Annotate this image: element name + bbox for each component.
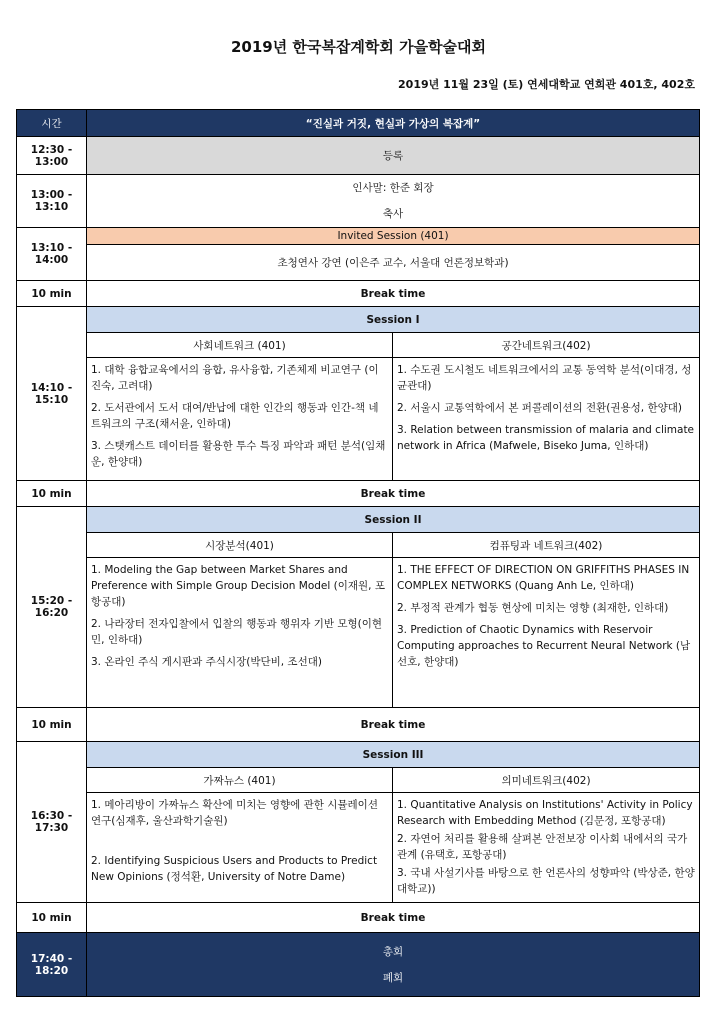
paper-item: 2. 부정적 관계가 협동 현상에 미치는 영향 (최재한, 인하대) bbox=[397, 602, 669, 614]
closing-cell bbox=[87, 933, 700, 997]
time-cell: 16:30 - 17:30 bbox=[17, 742, 87, 903]
invited-label-row bbox=[17, 228, 700, 245]
break-cell: Break time bbox=[87, 903, 700, 933]
paper-item: 3. Relation between transmission of malaria and climate network in Africa (Mafwele, Biseko Juma, 인하대) bbox=[397, 424, 695, 452]
session-name: Session II bbox=[87, 507, 700, 533]
paper-item: 2. 도서관에서 도서 대여/반납에 대한 인간의 행동과 인간-책 네트워크의 구조(채서윤, 인하대) bbox=[91, 402, 379, 430]
paper-item: 2. 서울시 교통역학에서 본 퍼콜레이션의 전환(권용성, 한양대) bbox=[397, 402, 683, 414]
paper-item: 2. Identifying Suspicious Users and Products to Predict New Opinions (정석환, University of Notre Dame) bbox=[91, 855, 378, 883]
session-1-name-row bbox=[17, 307, 700, 333]
paper-item: 1. Modeling the Gap between Market Shares and Preference with Simple Group Decision Model (이재원, 포항공대) bbox=[91, 564, 385, 608]
time-cell: 13:10 - 14:00 bbox=[17, 228, 87, 281]
right-track-papers bbox=[393, 558, 700, 708]
paper-item: 1. 수도권 도시철도 네트워크에서의 교통 동역학 분석(이대경, 성균관대) bbox=[397, 364, 692, 392]
opening-cell bbox=[87, 175, 700, 228]
session-1-track-row bbox=[17, 333, 700, 358]
session-1-papers-row bbox=[17, 358, 700, 481]
schedule-table bbox=[16, 109, 700, 997]
right-track-title: 의미네트워크(402) bbox=[393, 768, 700, 793]
break-row bbox=[17, 481, 700, 507]
event-date-venue: 2019년 11월 23일 (토) 연세대학교 연희관 401호, 402호 bbox=[398, 78, 695, 91]
right-track-papers bbox=[393, 793, 700, 903]
paper-item: 1. 대학 융합교육에서의 융합, 유사융합, 기존체제 비교연구 (이진숙, 고려대) bbox=[91, 364, 379, 392]
session-2-papers-row bbox=[17, 558, 700, 708]
break-row bbox=[17, 708, 700, 742]
right-track-papers bbox=[393, 358, 700, 481]
paper-item: 1. THE EFFECT OF DIRECTION ON GRIFFITHS PHASES IN COMPLEX NETWORKS (Quang Anh Le, 인하대) bbox=[397, 564, 690, 592]
left-track-papers bbox=[87, 793, 393, 903]
paper-item: 3. 국내 사설기사를 바탕으로 한 언론사의 성향파악 (박상준, 한양대학교)) bbox=[397, 867, 695, 895]
time-cell: 10 min bbox=[17, 281, 87, 307]
time-cell: 10 min bbox=[17, 903, 87, 933]
header-time-cell: 시간 bbox=[17, 110, 87, 137]
left-track-papers bbox=[87, 558, 393, 708]
break-row bbox=[17, 281, 700, 307]
paper-item: 2. 나라장터 전자입찰에서 입찰의 행동과 행위자 기반 모형(이현민, 인하대) bbox=[91, 618, 383, 646]
time-cell: 13:00 - 13:10 bbox=[17, 175, 87, 228]
table-header-row bbox=[17, 110, 700, 137]
left-track-title: 사회네트워크 (401) bbox=[87, 333, 393, 358]
right-track-title: 컴퓨팅과 네트워크(402) bbox=[393, 533, 700, 558]
paper-item: 1. 메아리방이 가짜뉴스 확산에 미치는 영향에 관한 시뮬레이션 연구(심재후, 울산과학기술원) bbox=[91, 799, 378, 827]
break-cell: Break time bbox=[87, 708, 700, 742]
registration-row bbox=[17, 137, 700, 175]
general-assembly-text: 총회 bbox=[382, 945, 404, 958]
registration-cell: 등록 bbox=[87, 137, 700, 175]
time-cell: 15:20 - 16:20 bbox=[17, 507, 87, 708]
session-2-track-row bbox=[17, 533, 700, 558]
greeting-text: 인사말: 한준 회장 bbox=[352, 182, 434, 194]
session-3-name-row bbox=[17, 742, 700, 768]
left-track-papers bbox=[87, 358, 393, 481]
break-cell: Break time bbox=[87, 481, 700, 507]
invited-talk: 초청연사 강연 (이은주 교수, 서울대 언론정보학과) bbox=[87, 245, 700, 281]
break-row bbox=[17, 903, 700, 933]
closing-text: 폐회 bbox=[382, 971, 404, 984]
paper-item: 3. Prediction of Chaotic Dynamics with Reservoir Computing approaches to Recurrent Neural Network (남선호, 한양대) bbox=[397, 624, 691, 668]
session-name: Session III bbox=[87, 742, 700, 768]
opening-row bbox=[17, 175, 700, 228]
session-name: Session I bbox=[87, 307, 700, 333]
invited-talk-row bbox=[17, 245, 700, 281]
time-cell: 10 min bbox=[17, 481, 87, 507]
page-title: 2019년 한국복잡계학회 가을학술대회 bbox=[230, 38, 487, 56]
left-track-title: 가짜뉴스 (401) bbox=[87, 768, 393, 793]
time-cell: 12:30 - 13:00 bbox=[17, 137, 87, 175]
paper-item: 3. 스탯캐스트 데이터를 활용한 투수 특징 파악과 패턴 분석(임채운, 한양대) bbox=[91, 440, 386, 468]
congrats-text: 축사 bbox=[382, 208, 404, 220]
closing-row bbox=[17, 933, 700, 997]
invited-session-label: Invited Session (401) bbox=[87, 228, 700, 245]
right-track-title: 공간네트워크(402) bbox=[393, 333, 700, 358]
session-3-track-row bbox=[17, 768, 700, 793]
time-cell: 10 min bbox=[17, 708, 87, 742]
paper-item: 1. Quantitative Analysis on Institutions' Activity in Policy Research with Embedding Method (김문정, 포항공대) bbox=[397, 799, 693, 827]
conference-theme: “진실과 거짓, 현실과 가상의 복잡계” bbox=[87, 110, 700, 137]
time-cell: 14:10 - 15:10 bbox=[17, 307, 87, 481]
paper-item: 3. 온라인 주식 게시판과 주식시장(박단비, 조선대) bbox=[91, 656, 322, 668]
left-track-title: 시장분석(401) bbox=[87, 533, 393, 558]
break-cell: Break time bbox=[87, 281, 700, 307]
session-2-name-row bbox=[17, 507, 700, 533]
session-3-papers-row bbox=[17, 793, 700, 903]
paper-item: 2. 자연어 처리를 활용해 살펴본 안전보장 이사회 내에서의 국가 관계 (유택호, 포항공대) bbox=[397, 833, 688, 861]
time-cell: 17:40 - 18:20 bbox=[17, 933, 87, 997]
